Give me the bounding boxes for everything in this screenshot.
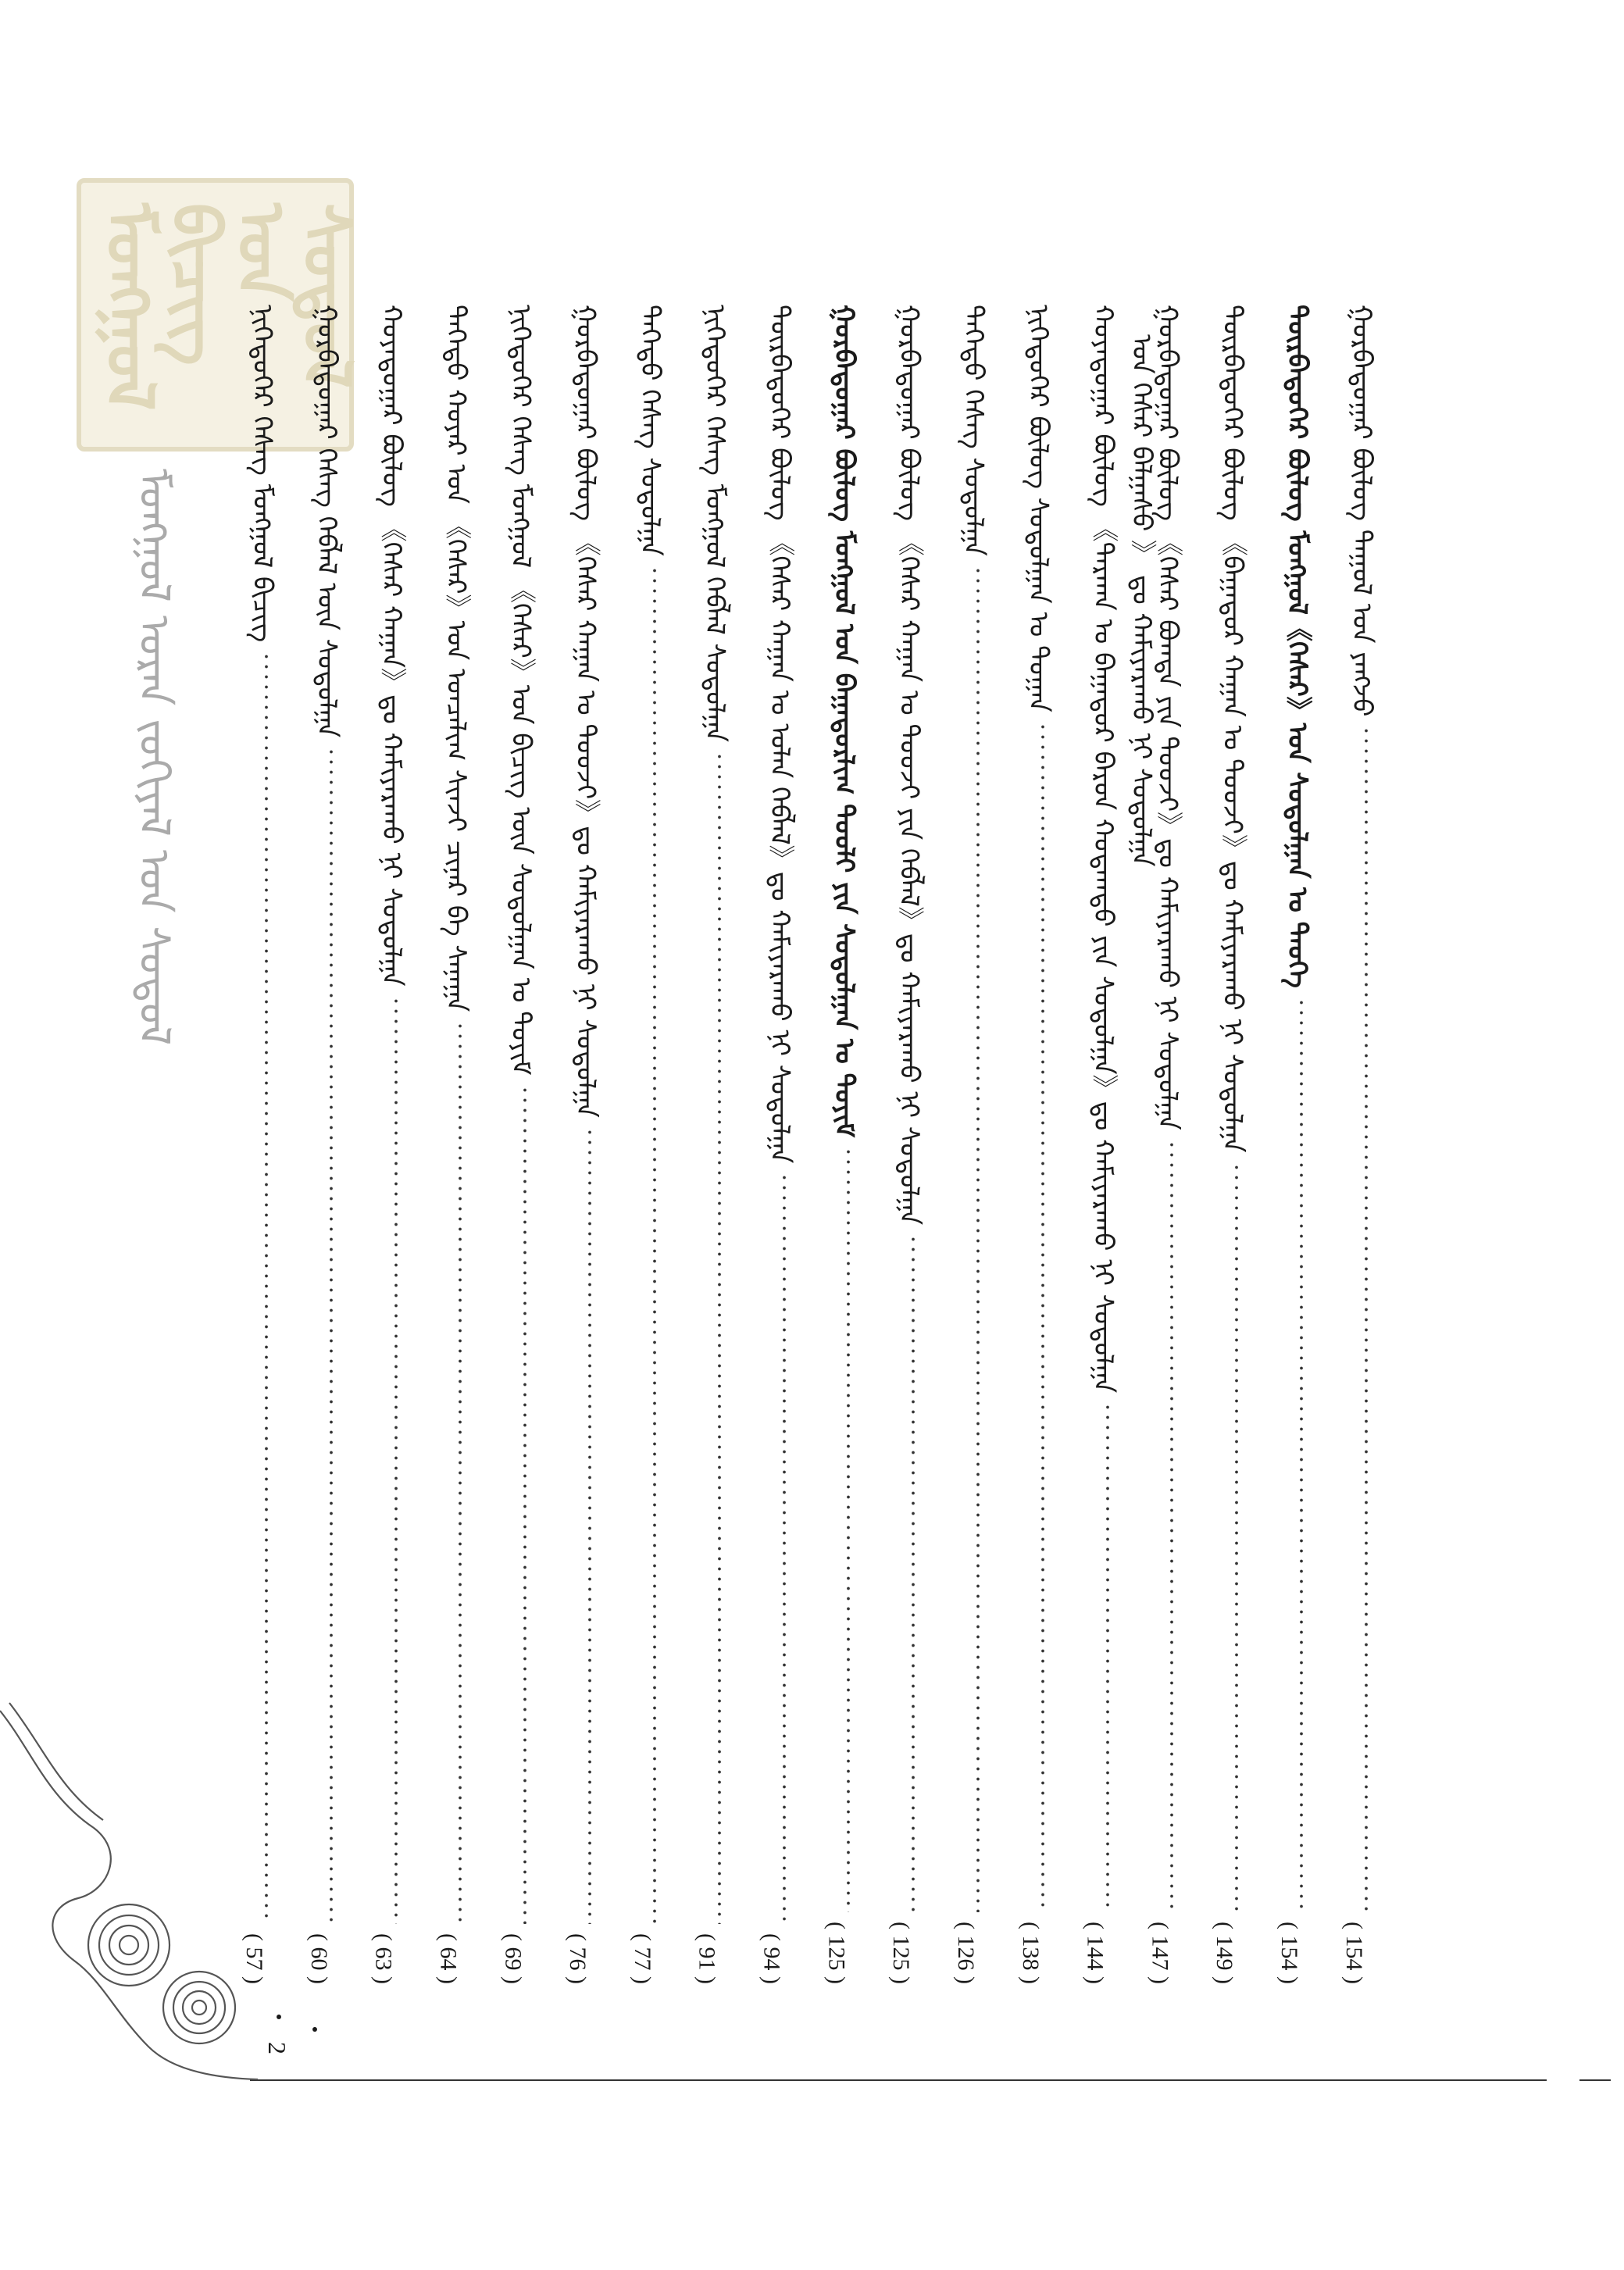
toc-entry-title — [307, 305, 355, 737]
toc-entry-line: ᠳᠡᠭᠡᠳᠦ ᠬᠡᠰᠡᠭ ᠰᠤᠳᠤᠯᠭᠠ — [958, 305, 990, 556]
toc-entry-page: ( 147 ) — [1147, 1922, 1173, 1984]
toc-entry-title — [760, 305, 808, 1163]
toc-entry-page: ( 149 ) — [1212, 1922, 1238, 1984]
dot-leader — [976, 566, 980, 1912]
bottom-rule — [250, 2079, 1547, 2081]
toc-entry-title — [954, 305, 1002, 556]
toc-entry-page: ( 64 ) — [435, 1933, 462, 1984]
table-of-contents — [242, 305, 1390, 1984]
toc-entry-page: ( 154 ) — [1276, 1922, 1302, 1984]
toc-entry-title — [1212, 305, 1261, 1153]
toc-entry-page: ( 154 ) — [1340, 1922, 1367, 1984]
toc-entry-page: ( 76 ) — [565, 1933, 591, 1984]
toc-entry-line: ᠣᠨ ᠭᠡᠰᠡᠷ ᠪᠠᠯᠭᠠᠰᠤ 》 ᠳᠤ ᠬᠠᠮᠢᠶᠠᠷᠠᠬᠤ ᠨᠢ ᠰᠤᠳᠤᠯᠭᠠ — [1126, 334, 1158, 867]
toc-entry[interactable] — [824, 305, 873, 1984]
page-number: ・ 2 ・ — [263, 2004, 327, 2058]
toc-entry-line: ᠭᠣᠷᠪᠠᠳᠤᠭᠠᠷ ᠪᠦᠯᠦᠭ 《ᠭᠡᠰᠡᠷ ᠬᠠᠭᠠᠨ ᠤ ᠲᠤᠤᠵᠢ ᠶᠢᠨ ᠬᠡᠪᠯᠡᠯ》ᠳᠤ ᠬᠠᠮᠢᠶᠠᠷᠠᠬᠤ ᠨᠢ ᠰᠤᠳᠤᠯᠭᠠ — [893, 305, 925, 1226]
toc-entry-title — [889, 305, 937, 1225]
toc-entry-line: ᠳᠥᠷᠪᠡᠳᠦᠭᠡᠷ ᠪᠦᠯᠦᠭ 《ᠭᠡᠰᠡᠷ ᠬᠠᠭᠠᠨ ᠤ ᠣᠯᠠᠨ ᠬᠡᠪᠯᠡᠯ》ᠳᠤ ᠬᠠᠮᠢᠶᠠᠷᠠᠬᠤ ᠨᠢ ᠰᠤᠳᠤᠯᠭᠠ — [763, 305, 795, 1164]
toc-entry-line: ᠨᠢᠭᠡᠳᠦᠭᠡᠷ ᠬᠡᠰᠡᠭ ᠮᠣᠩᠭᠣᠯ ᠬᠡᠪᠯᠡᠯ ᠰᠤᠳᠤᠯᠭᠠ — [698, 305, 730, 742]
toc-entry-line: ᠭᠣᠷᠪᠠᠳᠤᠭᠠᠷ ᠪᠦᠯᠦᠭ ᠳᠠᠭᠤᠯ ᠤᠨ ᠶᠠᠩᠵᠤ — [1346, 305, 1378, 717]
dot-leader — [588, 1127, 591, 1924]
toc-entry-title — [1083, 305, 1158, 1394]
book-title: ᠮᠣᠩᠭᠣᠯ ᠤᠷᠠᠨ ᠵᠣᠬᠢᠶᠠᠯ ᠤᠨ ᠰᠤᠳᠤᠯ — [130, 469, 179, 1046]
dot-leader — [912, 1234, 915, 1912]
dot-leader — [1235, 1162, 1238, 1913]
seal-text: ᠮᠣᠩᠭᠣᠯ ᠪᠢᠴᠢᠭ ᠤᠨ ᠰᠤᠳᠤᠯ — [91, 203, 366, 411]
toc-entry-title — [501, 305, 549, 1076]
toc-entry-line: ᠨᠢᠭᠡᠳᠦᠭᠡᠷ ᠬᠡᠰᠡᠭ ᠮᠣᠩᠭᠣᠯ 《ᠭᠡᠰᠡᠷ》ᠤᠨ ᠪᠢᠴᠢᠭ ᠦᠨ ᠰᠤᠳᠤᠯᠭᠠᠨ ᠤ ᠲᠤᠶᠢᠮ — [505, 305, 537, 1076]
toc-entry[interactable] — [307, 305, 355, 1984]
toc-entry-line: ᠳᠡᠭᠡᠳᠦ ᠬᠣᠶᠠᠷ ᠤᠨ 《ᠭᠡᠰᠡᠷ》ᠤᠨ ᠣᠨᠴᠠᠯᠢᠭ ᠰᠢᠨᠵᠢ ᠴᠢᠨᠠᠷ ᠪᠠ ᠰᠠᠨᠠᠭᠠ — [440, 305, 472, 1012]
dot-leader — [523, 1085, 526, 1925]
dot-leader — [1365, 726, 1368, 1912]
toc-entry-title — [630, 305, 679, 556]
toc-entry-line: ᠬᠣᠶᠠᠳᠤᠭᠠᠷ ᠪᠦᠯᠦᠭ 《ᠳᠠᠷᠬᠠᠨ ᠤ ᠪᠠᠭᠠᠲᠤᠷ ᠪᠠᠷᠤᠨ ᠬᠣᠲᠠᠭᠲᠤ ᠶᠢᠨ ᠰᠤᠳᠤᠯᠭᠠ》ᠳᠤ ᠬᠠᠮᠢᠶᠠᠷᠠᠬᠤ ᠨᠢ ᠰᠤᠳᠤᠯᠭᠠ — [1087, 305, 1119, 1394]
toc-entry[interactable] — [954, 305, 1002, 1984]
toc-entry-page: ( 125 ) — [888, 1922, 915, 1984]
dot-leader — [1106, 1402, 1109, 1912]
toc-entry-title — [824, 305, 873, 1137]
toc-entry-page: ( 94 ) — [758, 1933, 785, 1984]
cloud-ornament-icon — [0, 1703, 258, 2093]
toc-entry-title — [695, 305, 744, 742]
toc-entry-title — [372, 305, 420, 987]
toc-entry-title — [242, 305, 291, 642]
toc-entry-page: ( 69 ) — [500, 1933, 526, 1984]
toc-entry-page: ( 144 ) — [1082, 1922, 1108, 1984]
toc-entry[interactable] — [501, 305, 549, 1984]
toc-entry[interactable] — [1342, 305, 1390, 1984]
dot-leader — [1041, 722, 1044, 1912]
toc-entry-page: ( 77 ) — [629, 1933, 655, 1984]
dot-leader — [653, 566, 656, 1924]
toc-entry[interactable] — [889, 305, 937, 1984]
dot-leader — [1300, 998, 1303, 1912]
toc-entry-page: ( 57 ) — [241, 1933, 267, 1984]
toc-entry-page: ( 126 ) — [952, 1922, 979, 1984]
toc-entry[interactable] — [566, 305, 614, 1984]
toc-entry-line: ᠨᠢᠭᠡᠳᠦᠭᠡᠷ ᠬᠡᠰᠡᠭ ᠮᠣᠩᠭᠣᠯ ᠪᠢᠴᠢᠭ — [246, 305, 278, 643]
dot-leader — [265, 651, 268, 1924]
toc-entry-line: ᠬᠣᠶᠠᠳᠤᠭᠠᠷ ᠪᠦᠯᠦᠭ 《ᠭᠡᠰᠡᠷ ᠬᠠᠭᠠᠨ》ᠳᠤ ᠬᠠᠮᠢᠶᠠᠷᠠᠬᠤ ᠨᠢ ᠰᠤᠳᠤᠯᠭᠠ — [375, 305, 407, 987]
dot-leader — [459, 1021, 462, 1924]
toc-entry[interactable] — [372, 305, 420, 1984]
dot-leader — [847, 1147, 850, 1912]
dot-leader — [783, 1172, 786, 1924]
toc-entry[interactable] — [436, 305, 484, 1984]
toc-entry-page: ( 91 ) — [694, 1933, 720, 1984]
toc-entry-line: ᠭᠤᠷᠪᠠᠳᠤᠭᠠᠷ ᠪᠦᠯᠦᠭ 《ᠭᠡᠰᠡᠷ ᠪᠣᠭᠳᠠ ᠶᠢᠨ ᠲᠤᠤᠵᠢ》ᠳᠤ ᠬᠠᠮᠢᠶᠠᠷᠠᠬᠤ ᠨᠢ ᠰᠤᠳᠤᠯᠭᠠ — [1151, 305, 1183, 1130]
dot-leader — [330, 747, 333, 1924]
toc-entry[interactable] — [1277, 305, 1326, 1984]
toc-entry-line: ᠭᠤᠷᠪᠠᠳᠤᠭᠠᠷ ᠪᠦᠯᠦᠭ ᠮᠣᠩᠭᠣᠯ ᠤᠨ ᠪᠠᠭᠠᠲᠤᠷᠯᠢᠭ ᠲᠤᠤᠯᠢ ᠶᠢᠨ ᠰᠤᠳᠤᠯᠭᠠᠨ ᠤ ᠲᠤᠶᠢᠮ — [828, 305, 860, 1137]
dot-leader — [718, 751, 721, 1924]
toc-entry-line: ᠳᠥᠷᠪᠡᠳᠦᠭᠡᠷ ᠪᠦᠯᠦᠭ ᠮᠣᠩᠭᠣᠯ《ᠭᠡᠰᠡᠷ》ᠤᠨ ᠰᠤᠳᠤᠯᠭᠠᠨ ᠤ ᠲᠡᠦᠬᠡ — [1281, 305, 1313, 988]
toc-entry-line: ᠳᠡᠭᠡᠳᠦ ᠬᠡᠰᠡᠭ ᠰᠤᠳᠤᠯᠭᠠ — [634, 305, 666, 556]
toc-entry-page: ( 63 ) — [370, 1933, 397, 1984]
dot-leader — [394, 996, 398, 1924]
dot-leader — [1170, 1140, 1173, 1912]
toc-entry-page: ( 125 ) — [823, 1922, 850, 1984]
toc-entry-line: ᠭᠤᠷᠪᠠᠳᠤᠭᠠᠷ ᠬᠡᠰᠡᠭ ᠬᠡᠪᠯᠡᠯ ᠦᠨ ᠰᠤᠳᠤᠯᠭᠠ — [311, 305, 343, 738]
toc-entry[interactable] — [1212, 305, 1261, 1984]
toc-entry-line: ᠭᠤᠷᠪᠠᠳᠤᠭᠠᠷ ᠪᠦᠯᠦᠭ 《ᠭᠡᠰᠡᠷ ᠬᠠᠭᠠᠨ ᠤ ᠲᠤᠤᠵᠢ》ᠳᠤ ᠬᠠᠮᠢᠶᠠᠷᠠᠬᠤ ᠨᠢ ᠰᠤᠳᠤᠯᠭᠠ — [569, 305, 601, 1118]
toc-entry-page: ( 138 ) — [1017, 1922, 1044, 1984]
toc-entry-title — [1342, 305, 1390, 716]
toc-entry-line: ᠨᠢᠭᠡᠳᠦᠭᠡᠷ ᠪᠦᠯᠦᠭ ᠰᠤᠳᠤᠯᠭᠠᠨ ᠤ ᠲᠣᠭᠠᠨ — [1023, 305, 1055, 712]
toc-entry[interactable] — [630, 305, 679, 1984]
toc-entry-title — [1148, 305, 1196, 1130]
toc-entry-page: ( 60 ) — [305, 1933, 332, 1984]
toc-entry[interactable] — [695, 305, 744, 1984]
edge-tick — [1579, 2079, 1611, 2081]
toc-entry-title — [566, 305, 614, 1118]
toc-entry[interactable] — [760, 305, 808, 1984]
toc-entry-title — [1277, 305, 1326, 988]
toc-entry[interactable] — [1148, 305, 1196, 1984]
toc-entry[interactable] — [1019, 305, 1067, 1984]
toc-entry-title — [1019, 305, 1067, 712]
toc-entry-line: ᠳᠥᠷᠪᠡᠳᠦᠭᠡᠷ ᠪᠦᠯᠦᠭ 《ᠪᠠᠭᠠᠲᠤᠷ ᠬᠠᠭᠠᠨ ᠤ ᠲᠤᠤᠵᠢ》ᠳᠤ ᠬᠠᠮᠢᠶᠠᠷᠠᠬᠤ ᠨᠢ ᠰᠤᠳᠤᠯᠭᠠ — [1216, 305, 1248, 1153]
toc-entry[interactable] — [1082, 305, 1158, 1984]
toc-entry-title — [436, 305, 484, 1012]
